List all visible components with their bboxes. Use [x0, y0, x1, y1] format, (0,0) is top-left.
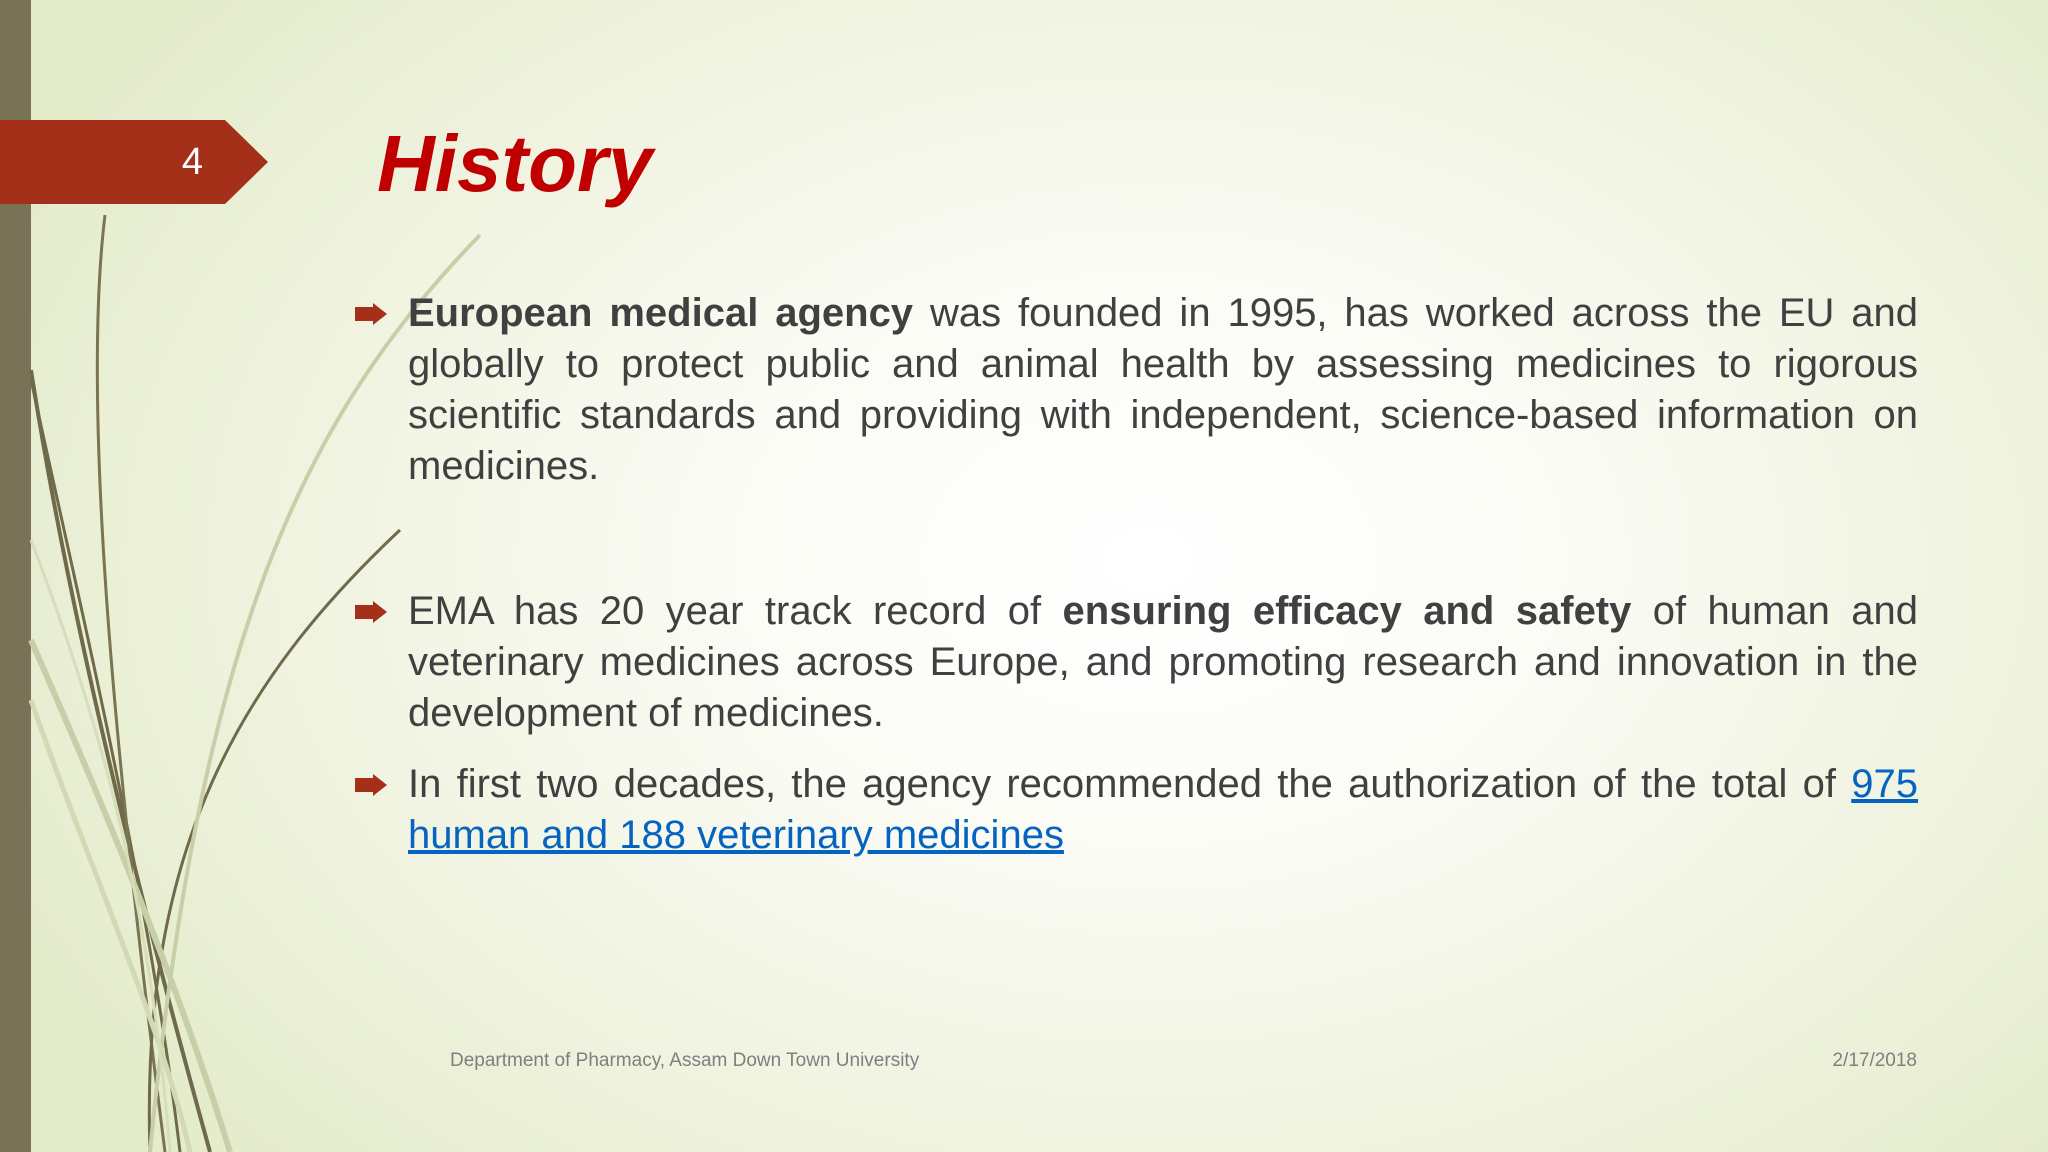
slide-number-banner: [0, 120, 268, 204]
bullet-item: [350, 586, 1918, 739]
slide-title: History: [377, 119, 653, 208]
arrow-bullet-icon: [355, 601, 387, 623]
bullet-bold-text: European medical agency: [408, 291, 914, 335]
bullet-bold-text: ensuring efficacy and safety: [1062, 589, 1632, 633]
bullet-item: [350, 288, 1918, 492]
bullet-item: [350, 759, 1918, 861]
arrow-bullet-icon: [355, 774, 387, 796]
slide-number: 4: [181, 141, 204, 183]
bullet-text: EMA has 20 year track record of: [408, 589, 1063, 633]
bullet-list: [350, 288, 1918, 861]
bullet-text: was founded in 1995, has worked across the EU and globally to protect public and animal health by assessing medicines to rigorous scientific standards and providing with independent, science-based information on medicines.: [408, 291, 1919, 488]
bullet-text: In first two decades, the agency recommended the authorization of the total of: [408, 762, 1852, 806]
bullet-text: of human and veterinary medicines across Europe, and promoting research and innovation in the development of medicines.: [408, 589, 1919, 735]
footer-date: 2/17/2018: [1832, 1050, 1917, 1071]
arrow-bullet-icon: [355, 303, 387, 325]
footer-department: Department of Pharmacy, Assam Down Town University: [450, 1050, 920, 1071]
medicines-count-link[interactable]: 975 human and 188 veterinary medicines: [408, 762, 1918, 857]
